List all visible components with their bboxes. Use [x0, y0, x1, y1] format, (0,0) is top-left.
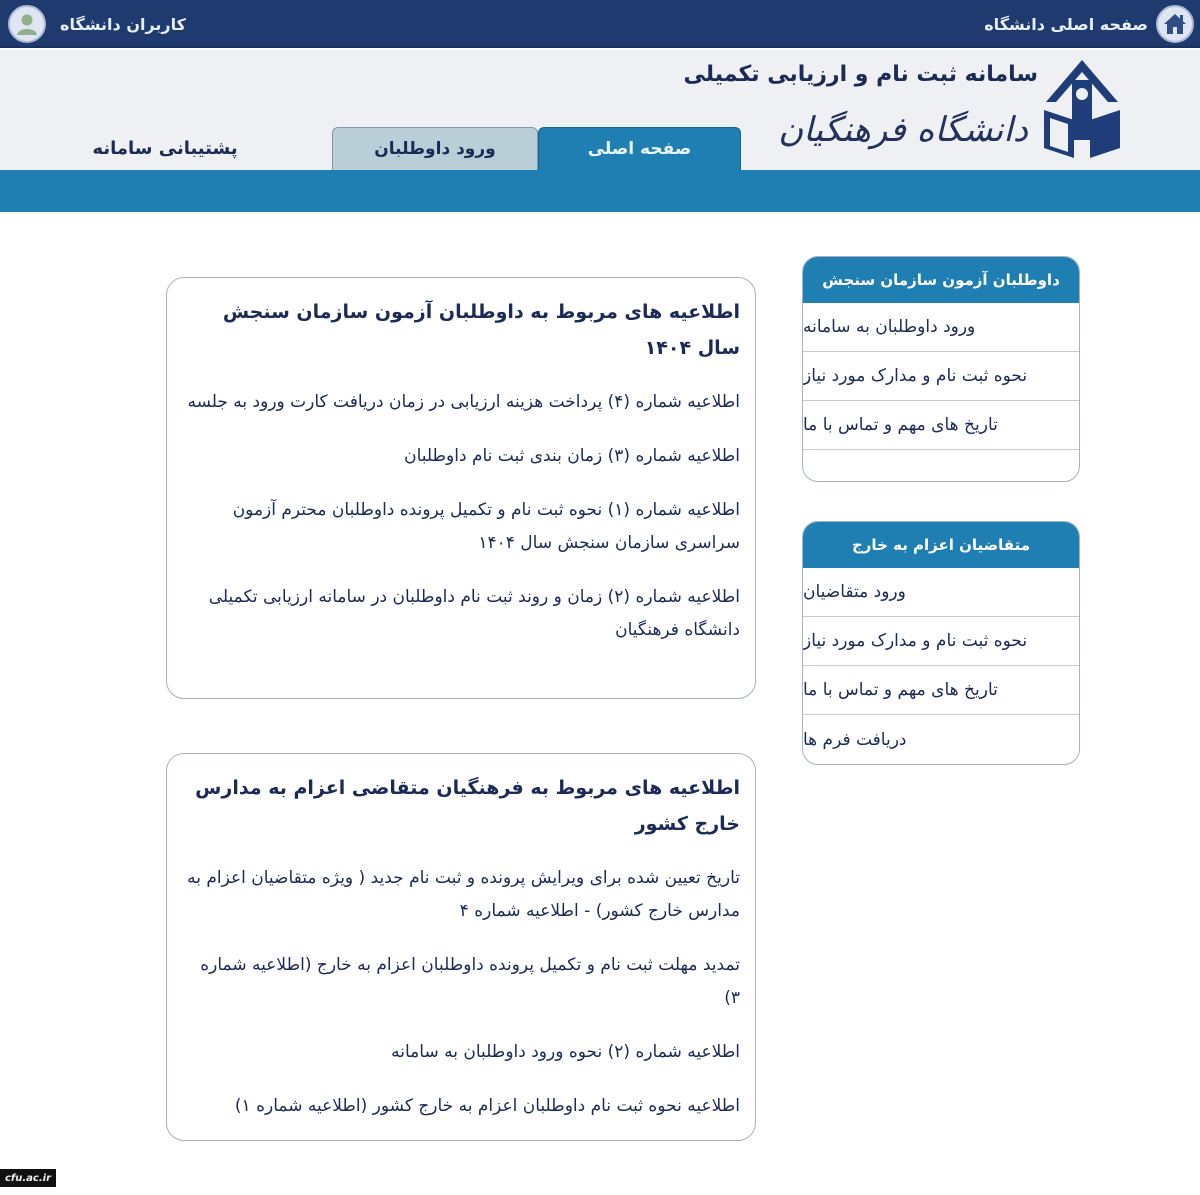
sidebar-item-candidate-login[interactable]: ورود داوطلبان به سامانه — [803, 303, 1079, 352]
announcements-card-sanjesh — [166, 277, 756, 699]
announcement-link[interactable]: اطلاعیه شماره (۲) نحوه ورود داوطلبان به سامانه — [391, 1042, 740, 1062]
announcement-link[interactable]: تمدید مهلت ثبت نام و تکمیل پرونده داوطلبان اعزام به خارج (اطلاعیه شماره ۳) — [200, 955, 740, 1008]
top-bar — [0, 0, 1200, 48]
card-title: اطلاعیه های مربوط به فرهنگیان متقاضی اعزام به مدارس خارج کشور — [195, 777, 740, 835]
sidebar-box-sanjesh — [802, 256, 1080, 482]
site-header — [0, 50, 1200, 170]
announcement-link[interactable]: اطلاعیه نحوه ثبت نام داوطلبان اعزام به خارج کشور (اطلاعیه شماره ۱) — [234, 1096, 740, 1116]
sidebar-item-registration-guide[interactable]: نحوه ثبت نام و مدارک مورد نیاز — [803, 617, 1079, 666]
sidebar-item-applicant-login[interactable]: ورود متقاضیان — [803, 568, 1079, 617]
university-logo — [1036, 54, 1128, 164]
announcement-link[interactable]: تاریخ تعیین شده برای ویرایش پرونده و ثبت نام جدید ( ویژه متقاضیان اعزام به مدارس خارج کشور) - اطلاعیه شماره ۴ — [187, 868, 740, 921]
sidebar-box-footer — [803, 450, 1079, 481]
user-avatar-icon — [8, 5, 46, 43]
university-users-link[interactable] — [8, 5, 186, 43]
announcements-card-abroad — [166, 753, 756, 1141]
sidebar-list — [803, 568, 1079, 764]
home-icon — [1156, 5, 1194, 43]
sidebar-list — [803, 303, 1079, 481]
site-watermark: cfu.ac.ir — [0, 1169, 56, 1187]
tab-support[interactable]: پشتیبانی سامانه — [92, 138, 238, 159]
university-users-label: کاربران دانشگاه — [60, 14, 186, 34]
sidebar-box-abroad — [802, 521, 1080, 765]
university-name: دانشگاه فرهنگیان — [778, 110, 1028, 150]
sidebar-item-registration-guide[interactable]: نحوه ثبت نام و مدارک مورد نیاز — [803, 352, 1079, 401]
sidebar-item-dates-contact[interactable]: تاریخ های مهم و تماس با ما — [803, 401, 1079, 450]
sidebar-box-title: متقاضیان اعزام به خارج — [803, 522, 1079, 568]
system-title: سامانه ثبت نام و ارزیابی تکمیلی — [683, 62, 1038, 87]
tab-home[interactable]: صفحه اصلی — [538, 127, 741, 170]
announcement-link[interactable]: اطلاعیه شماره (۴) پرداخت هزینه ارزیابی در زمان دریافت کارت ورود به جلسه — [187, 392, 740, 412]
sidebar-item-dates-contact[interactable]: تاریخ های مهم و تماس با ما — [803, 666, 1079, 715]
university-home-label: صفحه اصلی دانشگاه — [984, 14, 1148, 34]
tab-candidate-login[interactable]: ورود داوطلبان — [332, 127, 538, 170]
sidebar-item-download-forms[interactable]: دریافت فرم ها — [803, 729, 907, 750]
announcement-link[interactable]: اطلاعیه شماره (۳) زمان بندی ثبت نام داوطلبان — [404, 446, 740, 466]
header-divider-band — [0, 170, 1200, 212]
card-title: اطلاعیه های مربوط به داوطلبان آزمون سازمان سنجش سال ۱۴۰۴ — [222, 301, 740, 359]
announcement-link[interactable]: اطلاعیه شماره (۱) نحوه ثبت نام و تکمیل پرونده داوطلبان محترم آزمون سراسری سازمان سنجش سال ۱۴۰۴ — [232, 500, 740, 553]
university-home-link[interactable] — [984, 5, 1194, 43]
announcement-link[interactable]: اطلاعیه شماره (۲) زمان و روند ثبت نام داوطلبان در سامانه ارزیابی تکمیلی دانشگاه فرهنگیان — [208, 587, 740, 640]
sidebar-box-title: داوطلبان آزمون سازمان سنجش — [803, 257, 1079, 303]
